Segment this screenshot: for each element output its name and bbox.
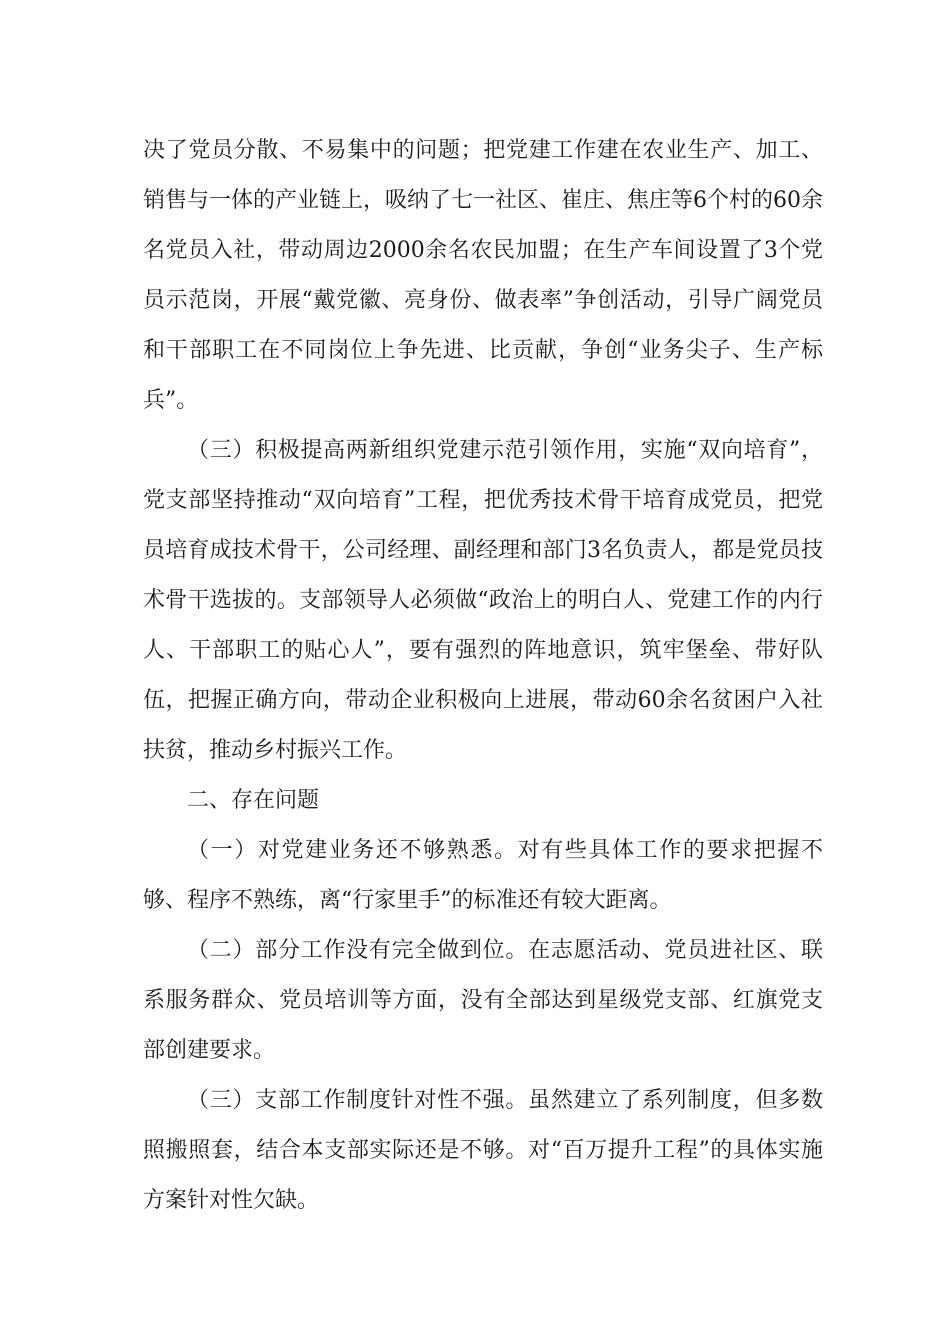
paragraph-problem-three: （三）支部工作制度针对性不强。虽然建立了系列制度，但多数照搬照套，结合本支部实际还是不够。对“百万提升工程”的具体实施方案针对性欠缺。 (143, 1088, 823, 1213)
paragraph-continuation: 决了党员分散、不易集中的问题；把党建工作建在农业生产、加工、销售与一体的产业链上，吸纳了七一社区、崔庄、焦庄等6个村的60余名党员入社，带动周边2000余名农民加盟；在生产车间设置了3个党员示范岗，开展“戴党徽、亮身份、做表率”争创活动，引导广阔党员和干部职工在不同岗位上争先进、比贡献，争创“业务尖子、生产标兵”。 (143, 138, 823, 413)
document-body (143, 126, 823, 1226)
paragraph-problem-one: （一）对党建业务还不够熟悉。对有些具体工作的要求把握不够、程序不熟练，离“行家里手”的标准还有较大距离。 (143, 838, 823, 913)
paragraph-section-three: （三）积极提高两新组织党建示范引领作用，实施“双向培育”，党支部坚持推动“双向培育”工程，把优秀技术骨干培育成党员，把党员培育成技术骨干，公司经理、副经理和部门3名负责人，都是党员技术骨干选拔的。支部领导人必须做“政治上的明白人、党建工作的内行人、干部职工的贴心人”，要有强烈的阵地意识，筑牢堡垒、带好队伍，把握正确方向，带动企业积极向上进展，带动60余名贫困户入社扶贫，推动乡村振兴工作。 (143, 438, 823, 763)
section-heading-problems: 二、存在问题 (187, 788, 320, 813)
paragraph-problem-two: （二）部分工作没有完全做到位。在志愿活动、党员进社区、联系服务群众、党员培训等方面，没有全部达到星级党支部、红旗党支部创建要求。 (143, 938, 823, 1063)
